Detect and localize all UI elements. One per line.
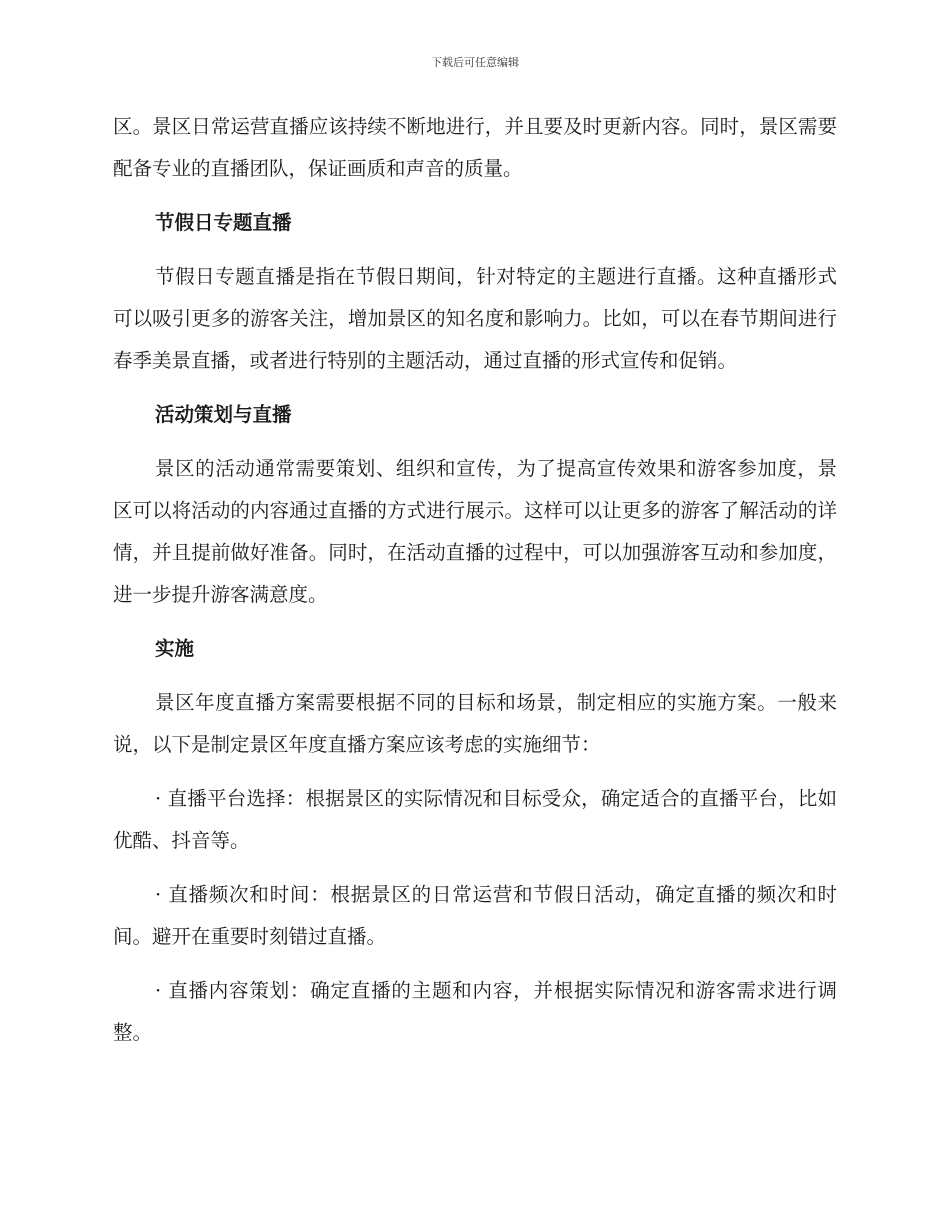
bullet-content: · 直播内容策划：确定直播的主题和内容，并根据实际情况和游客需求进行调整。 (113, 979, 837, 1044)
bullet-platform: · 直播平台选择：根据景区的实际情况和目标受众，确定适合的直播平台，比如优酷、抖音等。 (113, 787, 837, 852)
paragraph-activity-live: 景区的活动通常需要策划、组织和宣传，为了提高宣传效果和游客参加度，景区可以将活动的内容通过直播的方式进行展示。这样可以让更多的游客了解活动的详情，并且提前做好准备。同时，在活动直播的过程中，可以加强游客互动和参加度，进一步提升游客满意度。 (113, 457, 837, 606)
heading-implementation: 实施 (155, 637, 195, 660)
bullet-frequency: · 直播频次和时间：根据景区的日常运营和节假日活动，确定直播的频次和时间。避开在重要时刻错过直播。 (113, 883, 837, 948)
paragraph-intro: 区。景区日常运营直播应该持续不断地进行，并且要及时更新内容。同时，景区需要配备专业的直播团队，保证画质和声音的质量。 (113, 115, 837, 180)
paragraph-holiday-live: 节假日专题直播是指在节假日期间，针对特定的主题进行直播。这种直播形式可以吸引更多的游客关注，增加景区的知名度和影响力。比如，可以在春节期间进行春季美景直播，或者进行特别的主题活动，通过直播的形式宣传和促销。 (113, 265, 837, 372)
heading-holiday-live: 节假日专题直播 (155, 211, 292, 234)
page-header-note: 下载后可任意编辑 (431, 56, 519, 69)
paragraph-implementation: 景区年度直播方案需要根据不同的目标和场景，制定相应的实施方案。一般来说，以下是制定景区年度直播方案应该考虑的实施细节： (113, 691, 837, 756)
document-body (113, 106, 837, 1066)
heading-activity-live: 活动策划与直播 (155, 403, 292, 426)
